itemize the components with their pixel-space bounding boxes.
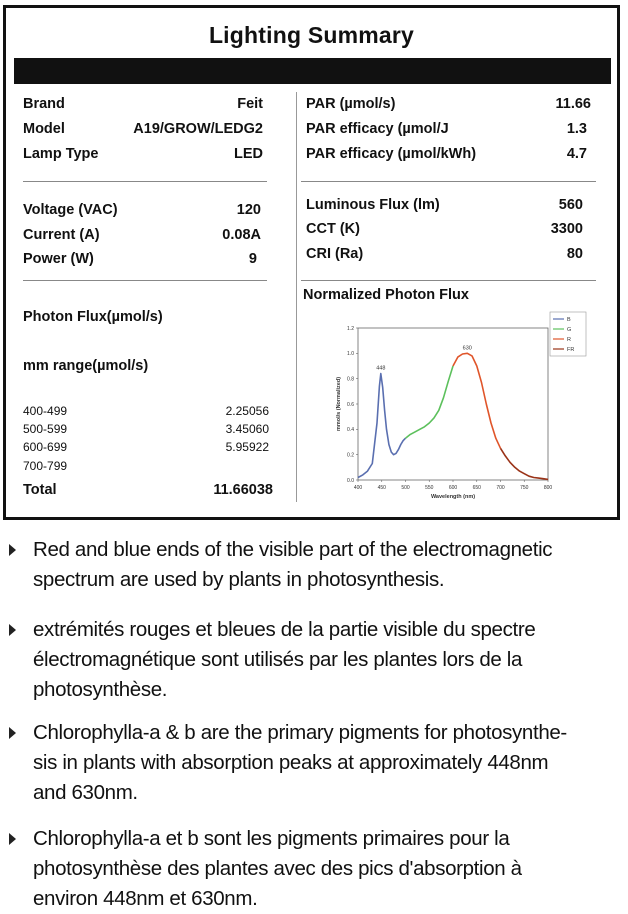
voltage-value: 120 — [236, 202, 261, 218]
x-tick-label: 650 — [472, 485, 481, 491]
bullet-line: Red and blue ends of the visible part of the electromagnetic — [33, 538, 553, 561]
bullet-text — [33, 824, 623, 914]
y-tick-label: 0.2 — [347, 452, 354, 459]
bullet-line: sis in plants with absorption peaks at approximately 448nm — [33, 751, 549, 774]
range-label: 500-599 — [23, 422, 68, 436]
range-heading: mm range(µmol/s) — [23, 358, 149, 374]
par-efficacy-j-label: PAR efficacy (µmol/J — [306, 121, 449, 137]
lamp-type-value: LED — [234, 146, 263, 162]
y-tick-label: 0.4 — [347, 427, 354, 434]
cri-label: CRI (Ra) — [306, 246, 364, 262]
par-efficacy-j-value: 1.3 — [566, 121, 587, 137]
photon-flux-chart — [328, 304, 588, 510]
left-divider-1 — [23, 181, 267, 182]
bullet-text — [33, 535, 623, 595]
triangle-bullet-icon — [9, 544, 16, 556]
column-separator — [296, 92, 297, 502]
x-tick-label: 400 — [353, 485, 363, 491]
par-efficacy-kwh-label: PAR efficacy (µmol/kWh) — [306, 146, 477, 162]
total-value: 11.66038 — [213, 482, 273, 498]
series-line-fr — [501, 448, 549, 479]
x-tick-label: 450 — [377, 485, 386, 491]
luminous-flux-label: Luminous Flux (lm) — [306, 197, 440, 213]
series-line-b — [358, 374, 406, 478]
par-label: PAR (µmol/s) — [306, 96, 396, 112]
peak-label: 448 — [376, 365, 386, 372]
lighting-summary-panel — [3, 5, 620, 520]
y-tick-label: 0.0 — [347, 477, 354, 484]
x-tick-label: 750 — [520, 485, 529, 491]
bullet-line: électromagnétique sont utilisés par les plantes lors de la — [33, 648, 523, 671]
bullet-line: and 630nm. — [33, 781, 138, 804]
cct-value: 3300 — [550, 221, 583, 237]
bullet-line: extrémités rouges et bleues de la partie visible du spectre — [33, 618, 536, 641]
peak-label: 630 — [462, 345, 472, 352]
range-value: 5.95922 — [225, 440, 269, 454]
series-line-g — [406, 366, 454, 438]
lamp-type-label: Lamp Type — [23, 146, 99, 162]
x-axis-label: Wavelength (nm) — [430, 494, 476, 500]
x-tick-label: 800 — [543, 485, 553, 491]
legend-label: B — [567, 317, 571, 323]
par-efficacy-kwh-value: 4.7 — [566, 146, 587, 162]
x-tick-label: 600 — [448, 485, 458, 491]
bullet-line: photosynthèse des plantes avec des pics d'absorption à — [33, 857, 522, 880]
bullet-line: Chlorophylla-a et b sont les pigments primaires pour la — [33, 827, 510, 850]
y-tick-label: 1.2 — [347, 325, 354, 332]
x-tick-label: 500 — [401, 485, 410, 491]
range-value: 2.25056 — [225, 404, 269, 418]
right-divider-2 — [301, 280, 596, 281]
plot-frame — [358, 328, 548, 480]
power-value: 9 — [248, 251, 257, 267]
luminous-flux-value: 560 — [558, 197, 583, 213]
legend-label: G — [567, 327, 572, 333]
voltage-label: Voltage (VAC) — [23, 202, 118, 218]
bullet-line: environ 448nm et 630nm. — [33, 887, 258, 910]
series-line-r — [453, 353, 501, 448]
header-bar — [14, 58, 611, 84]
bullet-line: photosynthèse. — [33, 678, 168, 701]
right-divider-1 — [301, 181, 596, 182]
legend-label: FR — [567, 347, 575, 353]
bullet-text — [33, 718, 623, 808]
range-label: 400-499 — [23, 404, 68, 418]
legend-label: R — [567, 337, 571, 343]
model-label: Model — [23, 121, 65, 137]
par-value: 11.66 — [555, 96, 591, 112]
x-tick-label: 700 — [496, 485, 505, 491]
triangle-bullet-icon — [9, 833, 16, 845]
photon-flux-heading: Photon Flux(µmol/s) — [23, 309, 163, 325]
left-divider-2 — [23, 280, 267, 281]
cri-value: 80 — [566, 246, 583, 262]
current-value: 0.08A — [222, 227, 261, 243]
bullet-line: spectrum are used by plants in photosynthesis. — [33, 568, 445, 591]
y-tick-label: 0.8 — [347, 376, 354, 383]
brand-label: Brand — [23, 96, 65, 112]
total-label: Total — [23, 482, 57, 498]
brand-value: Feit — [237, 96, 263, 112]
triangle-bullet-icon — [9, 624, 16, 636]
triangle-bullet-icon — [9, 727, 16, 739]
bullet-text — [33, 615, 623, 705]
range-label: 700-799 — [23, 459, 68, 473]
chart-title: Normalized Photon Flux — [303, 287, 469, 303]
range-value: 3.45060 — [225, 422, 269, 436]
cct-label: CCT (K) — [306, 221, 360, 237]
summary-title: Lighting Summary — [208, 22, 415, 48]
bullet-line: Chlorophylla-a & b are the primary pigments for photosynthe- — [33, 721, 567, 744]
y-tick-label: 0.6 — [347, 401, 354, 408]
model-value: A19/GROW/LEDG2 — [133, 121, 263, 137]
y-axis-label: mmol/s (Normalized) — [336, 376, 342, 432]
range-label: 600-699 — [23, 440, 68, 454]
current-label: Current (A) — [23, 227, 100, 243]
x-tick-label: 550 — [425, 485, 434, 491]
power-label: Power (W) — [23, 251, 94, 267]
y-tick-label: 1.0 — [347, 351, 354, 358]
